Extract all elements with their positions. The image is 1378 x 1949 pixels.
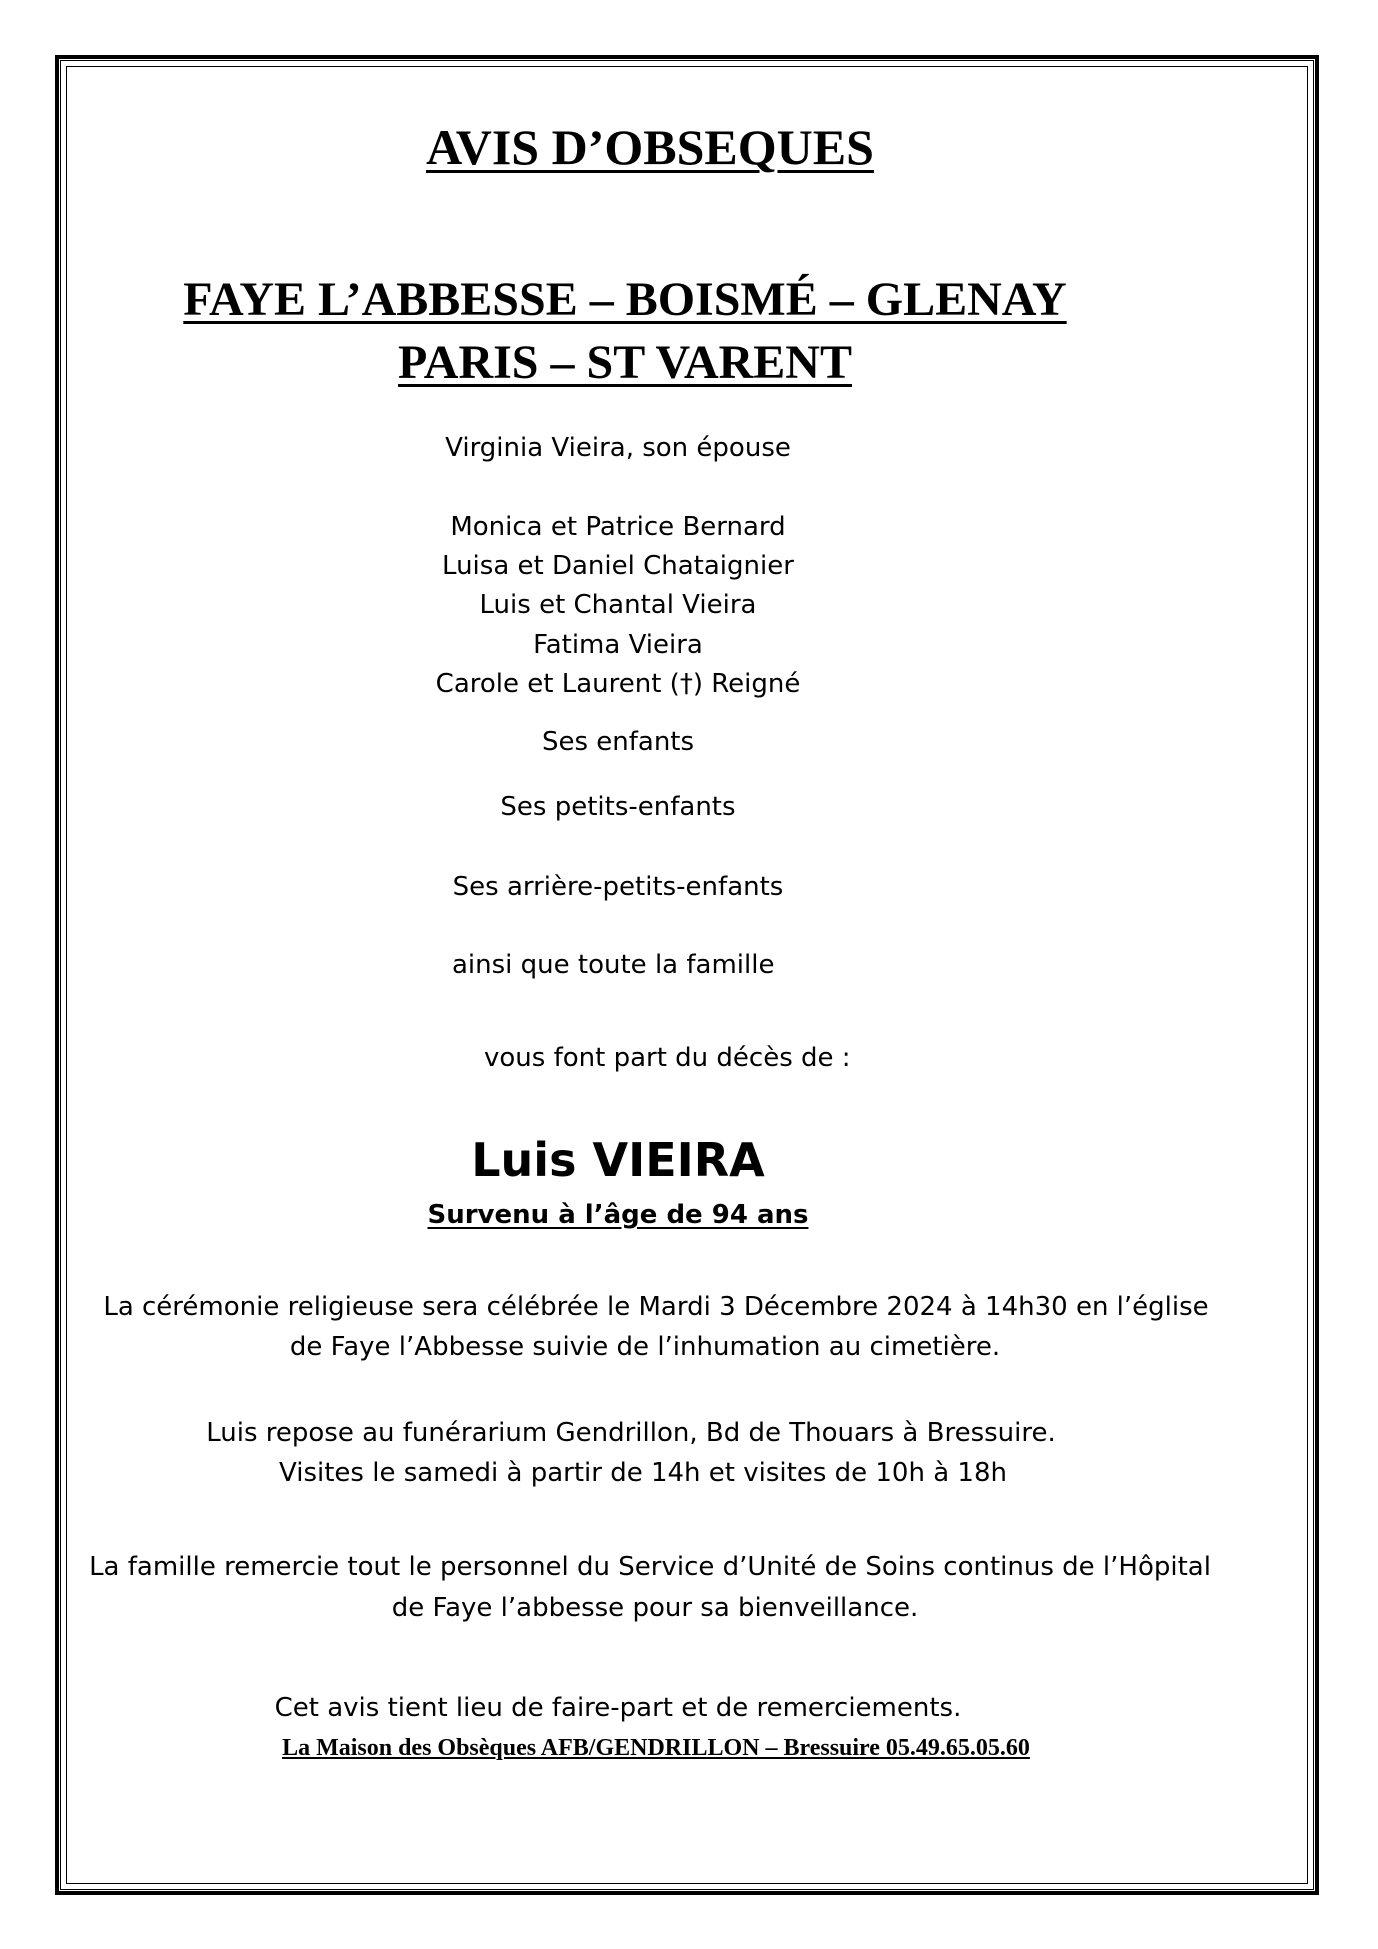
child-1: Monica et Patrice Bernard <box>450 512 786 542</box>
thanks-line-1: La famille remercie tout le personnel du Service d’Unité de Soins continus de l’Hôpital <box>89 1552 1211 1582</box>
notice-title-text: AVIS D’OBSEQUES <box>426 119 874 175</box>
child-5: Carole et Laurent (†) Reigné <box>435 669 801 699</box>
notice-title <box>0 118 1300 176</box>
grandchildren-label: Ses petits-enfants <box>500 792 736 822</box>
places-line-2 <box>0 335 1250 390</box>
great-grandchildren-label: Ses arrière-petits-enfants <box>452 872 784 902</box>
funeral-home-line: La Maison des Obsèques AFB/GENDRILLON – Bressuire 05.49.65.05.60 <box>282 1735 1030 1761</box>
child-4: Fatima Vieira <box>533 630 703 660</box>
thanks-line-2: de Faye l’abbesse pour sa bienveillance. <box>391 1593 919 1623</box>
places-line-2-text: PARIS – ST VARENT <box>398 336 852 389</box>
age-line: Survenu à l’âge de 94 ans <box>427 1200 809 1230</box>
rest-line-1: Luis repose au funérarium Gendrillon, Bd de Thouars à Bressuire. <box>206 1418 1056 1448</box>
ceremony-line-1: La cérémonie religieuse sera célébrée le Mardi 3 Décembre 2024 à 14h30 en l’église <box>103 1292 1209 1322</box>
closing-line: Cet avis tient lieu de faire-part et de remerciements. <box>274 1693 962 1723</box>
places-line-1-text: FAYE L’ABBESSE – BOISMÉ – GLENAY <box>183 273 1067 326</box>
ceremony-line-2: de Faye l’Abbesse suivie de l’inhumation au cimetière. <box>289 1332 1001 1362</box>
family-label: ainsi que toute la famille <box>452 950 775 980</box>
child-2: Luisa et Daniel Chataignier <box>442 551 794 581</box>
deceased-name: Luis VIEIRA <box>471 1133 765 1187</box>
children-label: Ses enfants <box>541 727 695 757</box>
announce-line: vous font part du décès de : <box>484 1043 851 1073</box>
spouse-line: Virginia Vieira, son épouse <box>445 433 791 463</box>
child-3: Luis et Chantal Vieira <box>479 590 757 620</box>
rest-line-2: Visites le samedi à partir de 14h et visites de 10h à 18h <box>279 1458 1007 1488</box>
places-line-1 <box>0 272 1250 327</box>
